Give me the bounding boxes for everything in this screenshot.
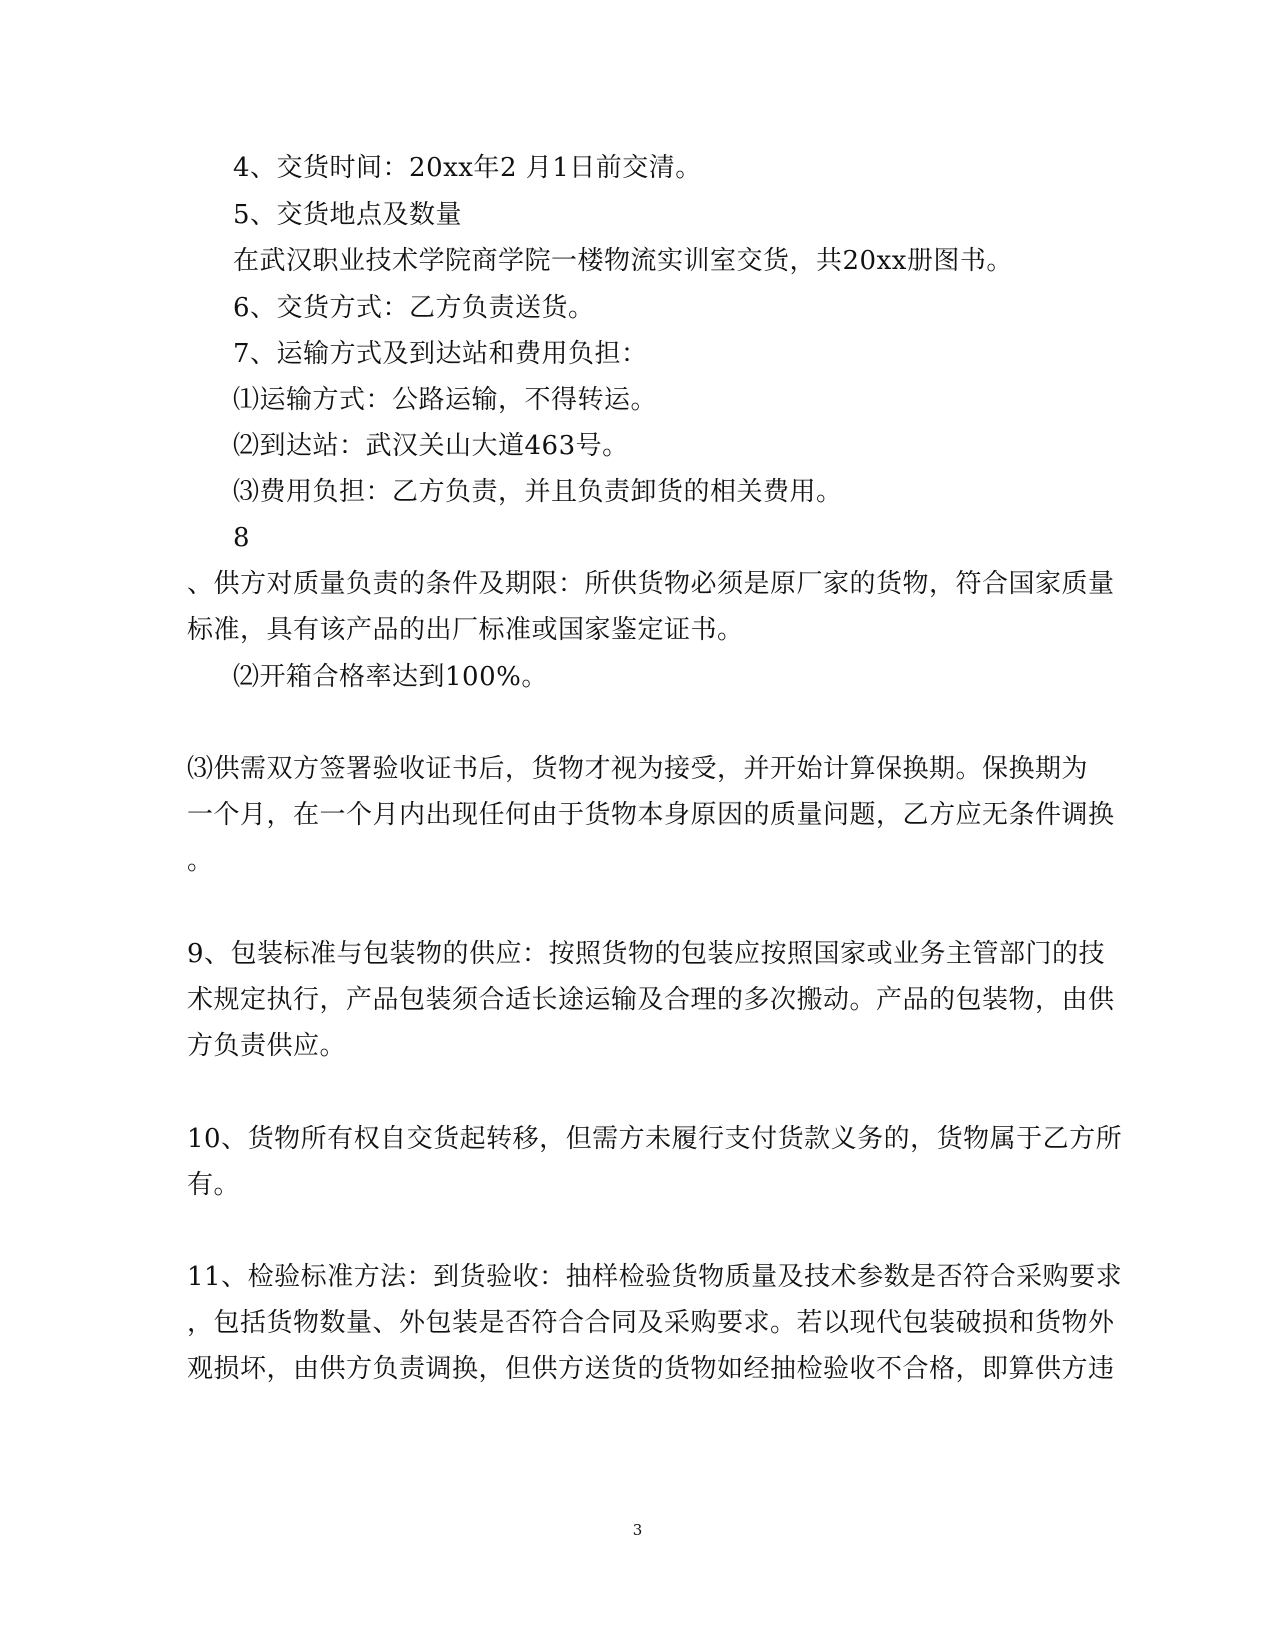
text-line: 11、检验标准方法：到货验收：抽样检验货物质量及技术参数是否符合采购要求 (187, 1262, 1123, 1292)
text-line: 10、货物所有权自交货起转移，但需方未履行支付货款义务的，货物属于乙方所 (187, 1124, 1123, 1154)
text-line: 方负责供应。 (187, 1031, 347, 1061)
text-line: ，包括货物数量、外包装是否符合合同及采购要求。若以现代包装破损和货物外 (187, 1308, 1115, 1338)
text-line: 9、包装标准与包装物的供应：按照货物的包装应按照国家或业务主管部门的技 (187, 939, 1106, 969)
text-line: 4、交货时间：20xx年2 月1日前交清。 (233, 153, 702, 183)
text-line: 在武汉职业技术学院商学院一楼物流实训室交货，共20xx册图书。 (233, 246, 1013, 276)
text-line: 标准，具有该产品的出厂标准或国家鉴定证书。 (187, 615, 744, 645)
text-line: ⑶费用负担：乙方负责，并且负责卸货的相关费用。 (233, 477, 843, 507)
text-line: 7、运输方式及到达站和费用负担： (233, 339, 648, 369)
text-line: 观损坏，由供方负责调换，但供方送货的货物如经抽检验收不合格，即算供方违 (187, 1354, 1115, 1384)
text-line: ⑴运输方式：公路运输，不得转运。 (233, 385, 658, 415)
page-number: 3 (632, 1521, 643, 1539)
text-line: ⑵到达站：武汉关山大道463号。 (233, 431, 629, 461)
text-line: 一个月，在一个月内出现任何由于货物本身原因的质量问题，乙方应无条件调换 (187, 800, 1115, 830)
text-line: 5、交货地点及数量 (233, 200, 463, 230)
text-line: 术规定执行，产品包装须合适长途运输及合理的多次搬动。产品的包装物，由供 (187, 985, 1115, 1015)
text-line: ⑵开箱合格率达到100%。 (233, 662, 548, 692)
text-line: 有。 (187, 1170, 241, 1200)
text-line: 。 (187, 846, 214, 876)
text-line: 、供方对质量负责的条件及期限：所供货物必须是原厂家的货物，符合国家质量 (187, 569, 1115, 599)
text-line: ⑶供需双方签署验收证书后，货物才视为接受，并开始计算保换期。保换期为 (187, 754, 1089, 784)
text-line: 8 (233, 523, 251, 553)
text-line: 6、交货方式：乙方负责送货。 (233, 293, 595, 323)
